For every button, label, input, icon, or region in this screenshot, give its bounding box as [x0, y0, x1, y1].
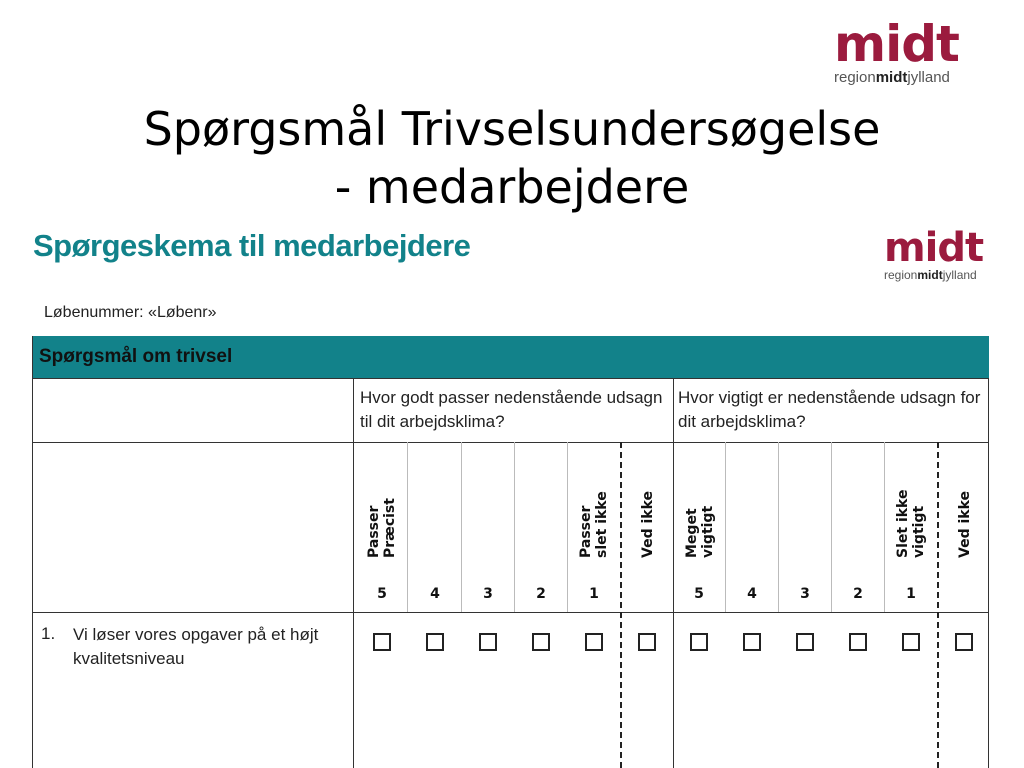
checkbox-importance-5[interactable]	[690, 633, 708, 651]
row-divider	[33, 612, 989, 613]
lobenummer-label: Løbenummer: «Løbenr»	[44, 304, 217, 321]
form-heading: Spørgeskema til medarbejdere	[33, 228, 471, 263]
slide-title-line-1: Spørgsmål Trivselsundersøgelse	[143, 102, 881, 156]
scale-label-na: Ved ikke	[957, 491, 973, 558]
scale-number: 2	[536, 586, 546, 602]
scale-label-na: Ved ikke	[640, 491, 656, 558]
slide-title	[0, 100, 1024, 216]
form-logo-word: midt	[884, 225, 984, 271]
question-header-fit: Hvor godt passer nedenstående udsagn til dit arbejdsklima?	[360, 388, 663, 431]
section-header-bar	[33, 336, 989, 379]
form-logo-subtitle: regionmidtjylland	[884, 268, 977, 282]
scale-divider	[461, 442, 462, 612]
brand-logo	[834, 15, 994, 86]
checkbox-fit-1[interactable]	[585, 633, 603, 651]
scale-number: 5	[694, 586, 704, 602]
question-header-importance: Hvor vigtigt er nedenstående udsagn for dit arbejdsklima?	[678, 388, 981, 431]
scale-label-low: Slet ikke vigtigt	[895, 489, 927, 558]
scale-number: 4	[747, 586, 757, 602]
scale-label-high: Passer Præcist	[366, 498, 398, 558]
scale-number: 3	[483, 586, 493, 602]
item-text: Vi løser vores opgaver på et højt kvalitetsniveau	[73, 625, 319, 668]
checkbox-importance-2[interactable]	[849, 633, 867, 651]
slide-title-line-2: - medarbejdere	[334, 160, 690, 214]
checkbox-importance-1[interactable]	[902, 633, 920, 651]
checkbox-fit-4[interactable]	[426, 633, 444, 651]
scale-number: 1	[906, 586, 916, 602]
scale-divider	[831, 442, 832, 612]
scale-label-high: Meget vigtigt	[684, 505, 716, 558]
scale-divider	[514, 442, 515, 612]
checkbox-importance-na[interactable]	[955, 633, 973, 651]
logo-subtitle: regionmidtjylland	[834, 69, 950, 86]
checkbox-importance-4[interactable]	[743, 633, 761, 651]
form-logo	[884, 225, 994, 282]
checkbox-fit-5[interactable]	[373, 633, 391, 651]
section-title: Spørgsmål om trivsel	[39, 346, 233, 367]
logo-word: midt	[834, 15, 959, 73]
checkbox-fit-2[interactable]	[532, 633, 550, 651]
scale-number: 4	[430, 586, 440, 602]
checkbox-fit-3[interactable]	[479, 633, 497, 651]
na-divider	[937, 442, 939, 768]
scale-divider	[407, 442, 408, 612]
checkbox-fit-na[interactable]	[638, 633, 656, 651]
scale-number: 5	[377, 586, 387, 602]
scale-divider	[884, 442, 885, 612]
na-divider	[620, 442, 622, 768]
scale-divider	[567, 442, 568, 612]
survey-table	[32, 336, 989, 768]
scale-divider	[725, 442, 726, 612]
scale-number: 2	[853, 586, 863, 602]
scale-divider	[778, 442, 779, 612]
row-divider	[33, 442, 989, 443]
scale-label-low: Passer slet ikke	[578, 491, 610, 558]
column-divider	[673, 378, 674, 768]
item-number: 1.	[41, 624, 56, 643]
column-divider	[353, 378, 354, 768]
scale-number: 1	[589, 586, 599, 602]
scale-number: 3	[800, 586, 810, 602]
checkbox-importance-3[interactable]	[796, 633, 814, 651]
